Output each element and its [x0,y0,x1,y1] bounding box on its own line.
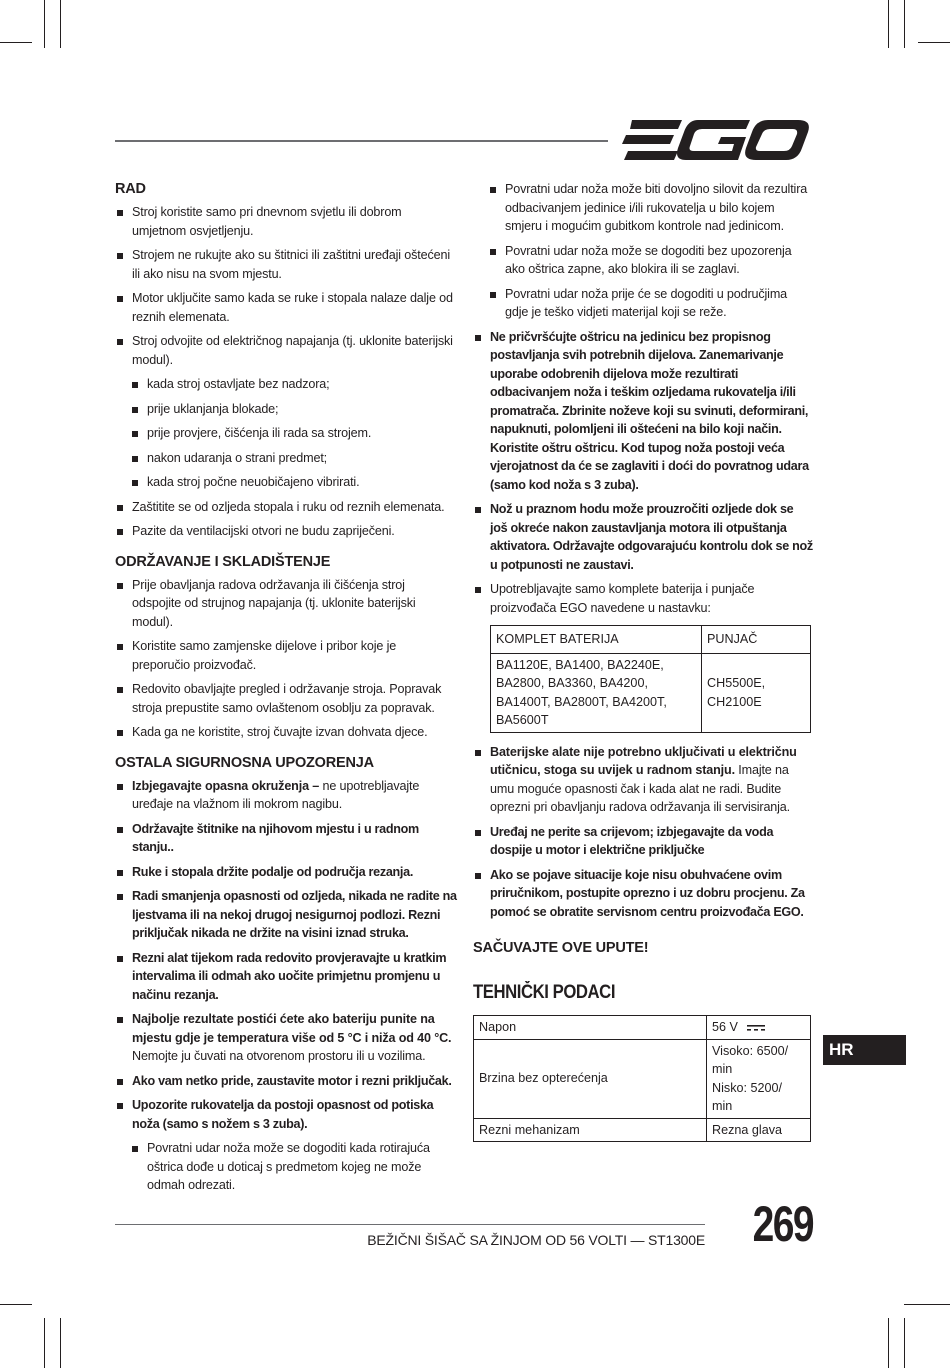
list-item [115,777,457,814]
list-item: Prije obavljanja radova održavanja ili čišćenja stroj odspojite od strujnog napajanja (tj. uklonite baterijski modul). [115,576,457,632]
list-item: Strojem ne rukujte ako su štitnici ili zaštitni uređaji oštećeni ili ako nisu na svom mjestu. [115,246,457,283]
section-heading-ostala-upozorenja: OSTALA SIGURNOSNA UPOZORENJA [115,754,374,771]
bold-lead: Izbjegavajte opasna okruženja – [132,778,320,793]
rad-list [115,203,457,541]
spec-value [707,1039,811,1118]
list-item: Uređaj ne perite sa crijevom; izbjegavajte da voda dospije u motor i električne priključke [473,823,813,860]
section-heading-odrzavanje: ODRŽAVANJE I SKLADIŠTENJE [115,553,331,570]
spec-value [707,1016,811,1040]
list-item: Ne pričvršćujte oštricu na jedinicu bez propisnog postavljanja svih potrebnih dijelova. Zanemarivanje uporabe odobrenih dijelova može rezultirati odbacivanjem noža i teškim ozljedama rukovatelja i/ili promatrača. Zbrinite noževe koji su svinuti, deformirani, napuknuti, polomljeni ili oštećeni na bilo koji način. Koristite oštru oštricu. Kod tupog noža postoji veća vjerojatnost da će se zaglaviti i doći do povratnog udara (samo kod noža s 3 zuba). [473,328,813,495]
sub-list-item: kada stroj ostavljate bez nadzora; [130,375,457,394]
sub-list-item: Povratni udar noža može se dogoditi bez upozorenja ako oštrica zapne, ako blokira ili se zaglavi. [488,242,813,279]
spec-value: Rezna glava [707,1118,811,1142]
table-header-battery: KOMPLET BATERIJA [491,626,702,654]
header-rule [115,140,608,142]
list-item: Ako vam netko pride, zaustavite motor i rezni priključak. [115,1072,457,1091]
save-notice: SAČUVAJTE OVE UPUTE! [473,940,649,956]
battery-tools-list [473,743,813,922]
spec-label: Rezni mehanizam [474,1118,707,1142]
footer-title: BEŽIČNI ŠIŠAČ SA ŽINJOM OD 56 VOLTI — ST1300E [367,1232,705,1248]
other-warnings-list [115,777,457,1195]
list-item: Zaštitite se od ozljeda stopala i ruku od reznih elemenata. [115,498,457,517]
left-column [115,180,457,1201]
page-number: 269 [752,1196,813,1252]
right-column [473,180,813,1142]
sub-list-item: Povratni udar noža prije će se dogoditi u područjima gdje je teško vidjeti materijal koji se reže. [488,285,813,322]
spec-label: Brzina bez opterećenja [474,1039,707,1118]
tech-data-heading: TEHNIČKI PODACI [473,982,616,1003]
list-item [115,1010,457,1066]
list-item: Koristite samo zamjenske dijelove i pribor koje je preporučio proizvođač. [115,637,457,674]
list-item: Radi smanjenja opasnosti od ozljeda, nikada ne radite na ljestvama ili na nekoj drugoj nesigurnoj podlozi. Rezni priključak nikada ne držite na visini iznad struka. [115,887,457,943]
sub-list-item: Povratni udar noža može biti dovoljno silovit da rezultira odbacivanjem jedinice i/ili rukovatelja u bilo kojem smjeru i mogućim gubitkom kontrole nad jedinicom. [488,180,813,236]
list-item: Motor uključite samo kada se ruke i stopala nalaze dalje od reznih elemenata. [115,289,457,326]
table-header-charger: PUNJAČ [702,626,811,654]
dc-symbol-icon [747,1024,765,1032]
battery-models-cell: BA1120E, BA1400, BA2240E, BA2800, BA3360, BA4200, BA1400T, BA2800T, BA4200T, BA5600T [491,653,702,732]
sub-list-item: Povratni udar noža može se dogoditi kada rotirajuća oštrica dođe u doticaj s predmetom kojeg ne može odmah odrezati. [130,1139,457,1195]
kickback-list [473,180,813,617]
list-item: Ruke i stopala držite podalje od područja rezanja. [115,863,457,882]
footer-rule [115,1224,705,1225]
list-item [473,743,813,817]
bold-lead: Najbolje rezultate postići ćete ako bateriju punite na mjestu gdje je temperatura više od 5 °C i niža od 40 °C. [132,1012,452,1045]
sub-list-item: kada stroj počne neuobičajeno vibrirati. [130,473,457,492]
list-item: Upozorite rukovatelja da postoji opasnost od potiska noža (samo s nožem s 3 zuba). [115,1096,457,1133]
table-row [474,1016,811,1040]
ego-logo [622,118,810,162]
battery-charger-table [490,625,811,733]
list-item: Kada ga ne koristite, stroj čuvajte izvan dohvata djece. [115,723,457,742]
list-item: Redovito obavljajte pregled i održavanje stroja. Popravak stroja prepustite samo ovlaštenom osoblju za popravak. [115,680,457,717]
voltage-value: 56 V [712,1020,738,1034]
tech-data-table [473,1015,811,1142]
charger-models-cell: CH5500E, CH2100E [702,653,811,732]
bold-lead: Baterijske alate nije potrebno uključivati u električnu utičnicu, stoga su uvijek u radnom stanju. [490,744,797,777]
section-heading-rad: RAD [115,181,146,197]
language-tab: HR [823,1035,906,1065]
item-text: Imajte na umu moguće opasnosti čak i kada alat ne radi. Budite oprezni pri obavljanju radova održavanja ili servisiranja. [490,763,791,814]
list-item: Pazite da ventilacijski otvori ne budu zapriječeni. [115,522,457,541]
list-item: Upotrebljavajte samo komplete baterija i punjače proizvođača EGO navedene u nastavku: [473,580,813,617]
item-text: Nemojte ju čuvati na otvorenom prostoru ili u vozilima. [132,1049,426,1063]
list-item: Stroj koristite samo pri dnevnom svjetlu ili dobrom umjetnom osvjetljenju. [115,203,457,240]
speed-high: Visoko: 6500/ min [712,1043,789,1076]
list-item: Stroj odvojite od električnog napajanja (tj. uklonite baterijski modul). [115,332,457,369]
maintenance-list [115,576,457,742]
list-item: Rezni alat tijekom rada redovito provjeravajte u kratkim intervalima ili odmah ako uočite primjetnu promjenu u načinu rezanja. [115,949,457,1005]
list-item: Ako se pojave situacije koje nisu obuhvaćene ovim priručnikom, postupite oprezno i uz dobru procjenu. Za pomoć se obratite servisnom centru proizvođača EGO. [473,866,813,922]
list-item: Održavajte štitnike na njihovom mjestu i u radnom stanju.. [115,820,457,857]
sub-list-item: prije provjere, čišćenja ili rada sa strojem. [130,424,457,443]
sub-list-item: prije uklanjanja blokade; [130,400,457,419]
speed-low: Nisko: 5200/ min [712,1080,783,1113]
item-text: ne upotrebljavajte uređaje na vlažnom ili mokrom nagibu. [132,778,420,811]
list-item: Nož u praznom hodu može prouzročiti ozljede dok se još okreće nakon zaustavljanja motora ili otpuštanja aktivatora. Održavajte odgovarajuću kontrolu dok se nož u potpunosti ne zaustavi. [473,500,813,574]
sub-list-item: nakon udaranja o strani predmet; [130,449,457,468]
spec-label: Napon [474,1016,707,1040]
table-row [474,1118,811,1142]
table-row [474,1039,811,1118]
